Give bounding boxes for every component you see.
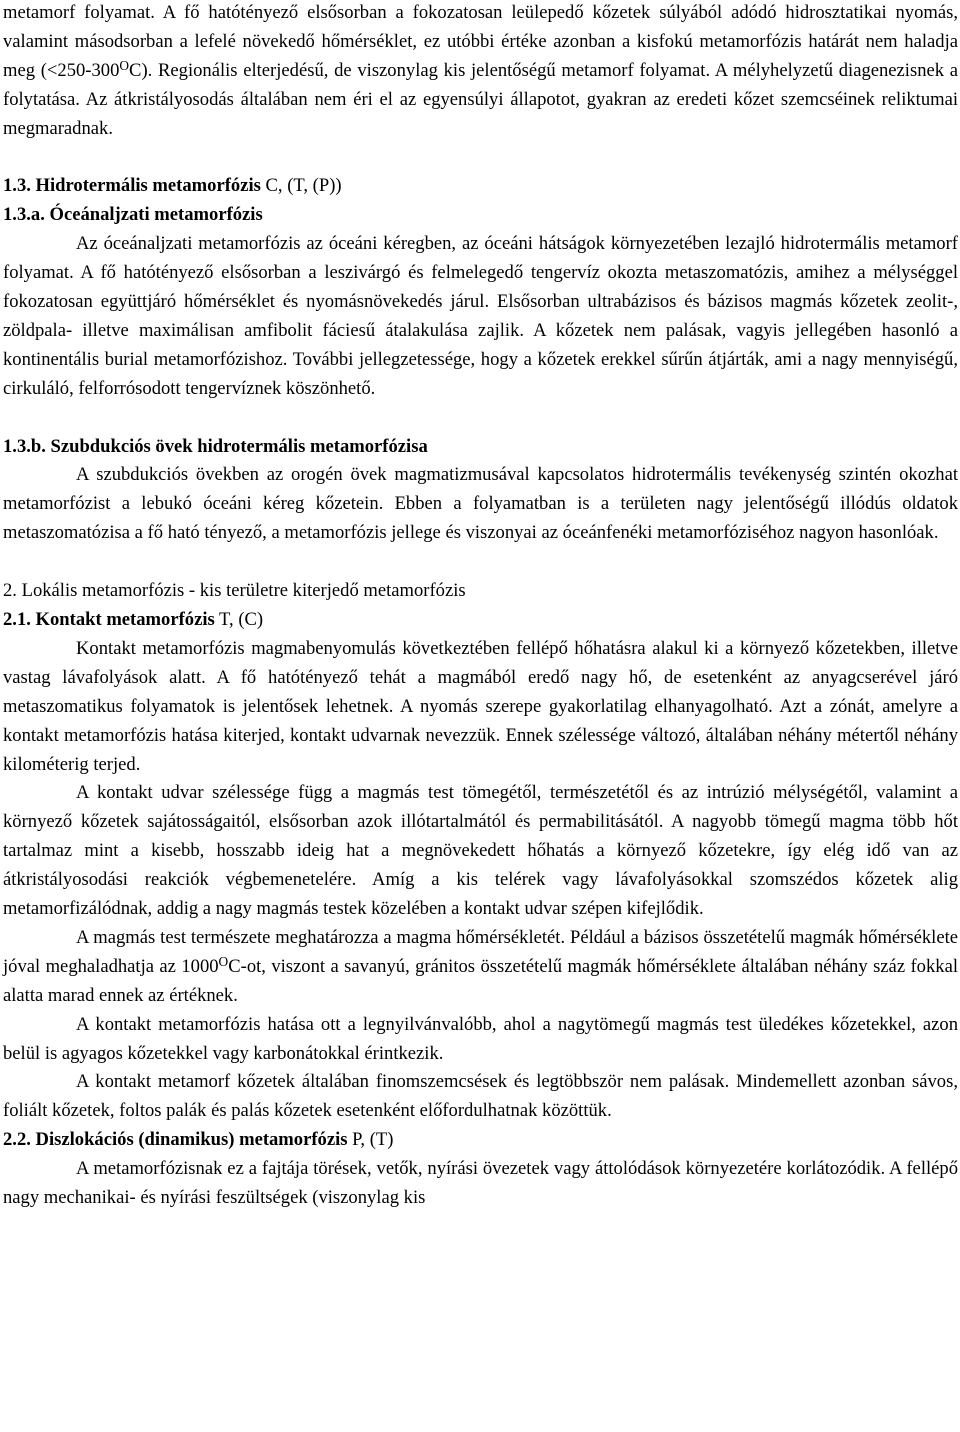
paragraph-subduction: A szubdukciós övekben az orogén övek magmatizmusával kapcsolatos hidrotermális tevékenység szintén okozhat metamorfózist a lebukó óceáni kéreg kőzetein. Ebben a folyamatban is a területen nagy jelentőségű illódús oldatok metaszomatózisa a fő ható tényező, a metamorfózis jellege és viszonyai az óceánfenéki metamorfóziséhoz nagyon hasonlóak. [3,464,958,544]
heading-suffix: C, (T, (P)) [260,175,342,197]
heading-title: Óceánaljzati metamorfózis [49,204,263,226]
spacer [3,144,958,173]
heading-2: 2. Lokális metamorfózis - kis területre kiterjedő metamorfózis [3,580,466,602]
text: C). Regionális elterjedésű, de viszonylag kis jelentőségű metamorf folyamat. A mélyhelyzetű diagenezisnek a folytatása. Az átkristályosodás általában nem éri el az egyensúlyi állapotot, gyakran az eredeti kőzet szemcséinek reliktumai megmaradnak. [3,59,959,139]
paragraph-oceanic: Az óceánaljzati metamorfózis az óceáni kéregben, az óceáni hátságok környezetében lezajló hidrotermális metamorf folyamat. A fő hatótényező elsősorban a leszivárgó és felmelegedő tengervíz okozta metaszomatózis, amihez a mélységgel fokozatosan együttjáró hőmérséklet és nyomásnövekedés járul. Elsősorban ultrabázisos és bázisos magmás kőzetek zeolit-, zöldpala- illetve maximálisan amfibolit fáciesű átalakulása zajlik. A kőzetek nem palásak, vagyis jellegében hasonló a kontinentális burial metamorfózishoz. További jellegzetessége, hogy a kőzetek erekkel sűrűn átjárták, ami a nagy mennyiségű, cirkuláló, felforrósodott tengervíznek köszönhető. [3,233,958,399]
degree-superscript: O [218,953,229,969]
heading-1-3-b [3,433,958,462]
text: C-ot, viszont a savanyú, gránitos összetételű magmák hőmérséklete általában néhány száz fokkal alatta marad ennek az értéknek. [3,955,958,1006]
spacer [3,548,958,577]
heading-title: Hidrotermális metamorfózis [35,175,261,197]
heading-suffix: T, (C) [214,608,264,630]
heading-2-1 [3,606,958,635]
heading-title: Szubdukciós övek hidrotermális metamorfózisa [50,435,428,457]
degree-superscript: O [119,57,130,73]
heading-number: 1.3. [3,175,36,197]
text: metamorf folyamat. A fő hatótényező elsősorban a fokozatosan leülepedő kőzetek súlyából adódó hidrosztatikai nyomás, valamint másodsorban a lefelé növekedő hőmérséklet, ez utóbbi értéke azonban a kisfokú metamorfózis határát nem haladja meg (<250-300 [3,2,958,81]
paragraph-contact-1: Kontakt metamorfózis magmabenyomulás következtében fellépő hőhatásra alakul ki a környező kőzetekben, illetve vastag lávafolyások alatt. A fő hatótényező tehát a magmából eredő nagy hő, de esetenként az anyagcserével járó metaszomatikus folyamatok is jelentősek lehetnek. A nyomás szerepe gyakorlatilag elhanyagolható. Azt a zónát, amelyre a kontakt metamorfózis hatása kiterjed, kontakt udvarnak nevezzük. Ennek szélessége változó, általában néhány métertől néhány kilométerig terjed. [3,637,958,775]
heading-1-3-a [3,201,958,230]
text: A magmás test természete meghatározza a magma hőmérsékletét. Például a bázisos összetételű magmák hőmérséklete jóval meghaladhatja az 1000 [3,926,958,977]
heading-number: 1.3.a. [3,204,50,226]
heading-title: Diszlokációs (dinamikus) metamorfózis [35,1129,348,1151]
paragraph-contact-2: A kontakt udvar szélessége függ a magmás test tömegétől, természetétől és az intrúzió mélységétől, valamint a környező kőzetek sajátosságaitól, elsősorban azok illótartalmától és permabilitásától. A nagyobb tömegű magma több hőt tartalmaz mint a kisebb, hosszabb ideig hat a megnövekedett hőhatás a környező kőzetekre, így elég idő van az átkristályosodási reakciók végbemenetelére. Amíg a kis telérek vagy lávafolyásokkal szomszédos kőzetek alig metamorfizálódnak, addig a nagy magmás testek közelében a kontakt udvar szépen kifejlődik. [3,782,958,920]
heading-number: 2.2. [3,1129,36,1151]
heading-number: 2.1. [3,608,36,630]
paragraph-contact-5: A kontakt metamorf kőzetek általában finomszemcsések és legtöbbször nem palásak. Mindemellett azonban sávos, foliált kőzetek, foltos palák és palás kőzetek esetenként előfordulhatnak közöttük. [3,1071,958,1122]
heading-number: 1.3.b. [3,435,51,457]
heading-1-3 [3,172,958,201]
spacer [3,404,958,433]
heading-suffix: P, (T) [347,1129,394,1151]
paragraph-contact-3 [3,924,958,1011]
paragraph-burial-continued [3,0,958,144]
heading-title: Kontakt metamorfózis [35,608,215,630]
paragraph-contact-4: A kontakt metamorfózis hatása ott a legnyilvánvalóbb, ahol a nagytömegű magmás test üledékes kőzetekkel, azon belül is agyagos kőzetekkel vagy karbonátokkal érintkezik. [3,1013,958,1064]
paragraph-dislocation: A metamorfózisnak ez a fajtája törések, vetők, nyírási övezetek vagy áttolódások környezetére korlátozódik. A fellépő nagy mechanikai- és nyírási feszültségek (viszonylag kis [3,1158,958,1209]
heading-2-2 [3,1126,958,1155]
